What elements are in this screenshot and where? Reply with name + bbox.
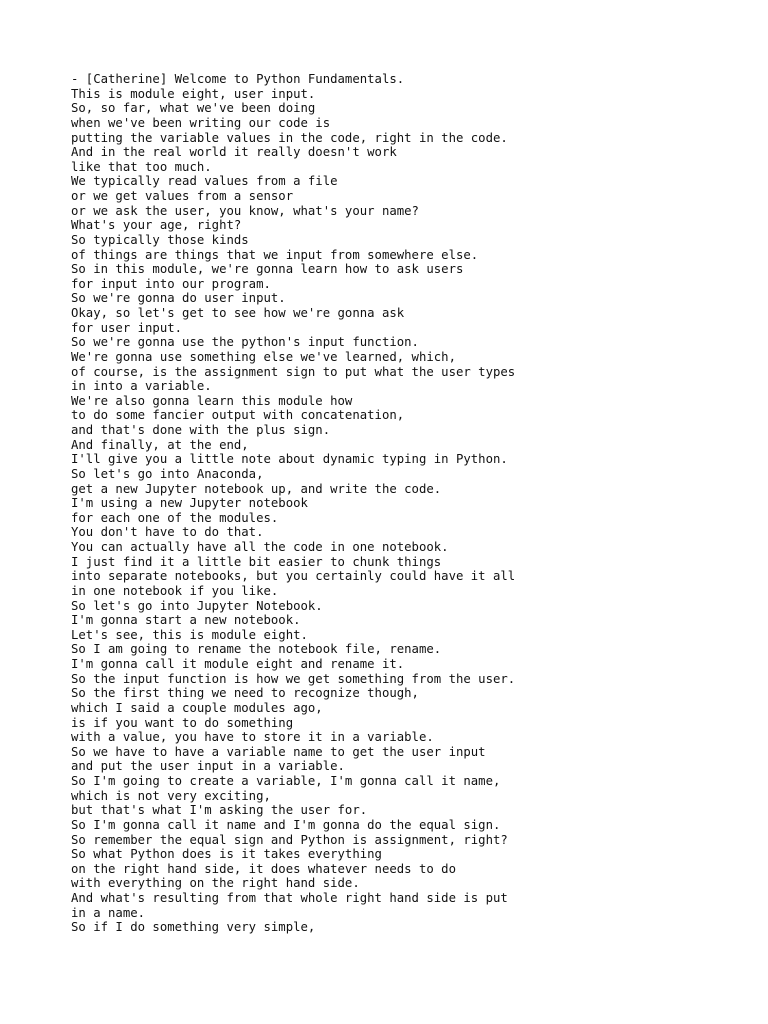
- transcript-line: So I am going to rename the notebook file, rename.: [71, 642, 442, 657]
- transcript-line: and put the user input in a variable.: [71, 759, 345, 774]
- transcript-line: for input into our program.: [71, 276, 271, 291]
- transcript-line: So if I do something very simple,: [71, 920, 316, 935]
- transcript-line: into separate notebooks, but you certainly could have it all: [71, 569, 516, 584]
- transcript-line: but that's what I'm asking the user for.: [71, 803, 368, 818]
- transcript-line: You can actually have all the code in one notebook.: [71, 540, 449, 554]
- transcript-line: for user input.: [71, 320, 183, 335]
- transcript-line: in a name.: [71, 905, 146, 920]
- transcript-line: I'm gonna start a new notebook.: [71, 613, 301, 628]
- transcript-line: which is not very exciting,: [71, 788, 271, 803]
- transcript-line: is if you want to do something: [71, 715, 294, 730]
- transcript-line: And what's resulting from that whole right hand side is put: [71, 891, 508, 905]
- transcript-line: So I'm gonna call it name and I'm gonna do the equal sign.: [71, 817, 501, 832]
- transcript-line: Let's see, this is module eight.: [71, 627, 308, 642]
- transcript-line: And finally, at the end,: [71, 437, 249, 452]
- transcript-line: in one notebook if you like.: [71, 583, 279, 598]
- transcript-line: So let's go into Anaconda,: [71, 466, 264, 481]
- transcript-line: This is module eight, user input.: [71, 86, 316, 101]
- transcript-line: of course, is the assignment sign to put what the user types: [71, 364, 516, 379]
- transcript-line: What's your age, right?: [71, 218, 242, 233]
- transcript-line: like that too much.: [71, 159, 212, 174]
- transcript-line: So I'm going to create a variable, I'm gonna call it name,: [71, 774, 501, 788]
- transcript-line: on the right hand side, it does whatever needs to do: [71, 861, 456, 876]
- transcript-line: get a new Jupyter notebook up, and write the code.: [71, 481, 442, 496]
- transcript-line: So typically those kinds: [71, 232, 249, 247]
- transcript-line: - [Catherine] Welcome to Python Fundamentals.: [71, 72, 405, 86]
- transcript-line: So, so far, what we've been doing: [71, 101, 316, 116]
- transcript-line: and that's done with the plus sign.: [71, 423, 331, 437]
- transcript-line: I'm using a new Jupyter notebook: [71, 496, 308, 511]
- transcript-line: which I said a couple modules ago,: [71, 700, 323, 715]
- transcript-line: So in this module, we're gonna learn how to ask users: [71, 262, 464, 277]
- transcript-line: We typically read values from a file: [71, 174, 338, 189]
- transcript-line: So we're gonna use the python's input function.: [71, 335, 419, 350]
- transcript-line: So the first thing we need to recognize though,: [71, 686, 419, 701]
- transcript-line: You don't have to do that.: [71, 525, 264, 540]
- transcript-line: to do some fancier output with concatenation,: [71, 408, 405, 423]
- transcript-line: Okay, so let's get to see how we're gonna ask: [71, 306, 405, 320]
- transcript-line: And in the real world it really doesn't work: [71, 145, 397, 160]
- transcript-line: So what Python does is it takes everything: [71, 847, 382, 862]
- transcript-line: I'm gonna call it module eight and rename it.: [71, 657, 405, 671]
- transcript-line: So let's go into Jupyter Notebook.: [71, 598, 323, 613]
- transcript-line: So we have to have a variable name to get the user input: [71, 744, 486, 759]
- transcript-line: with a value, you have to store it in a variable.: [71, 730, 434, 745]
- transcript-line: I just find it a little bit easier to chunk things: [71, 554, 442, 569]
- transcript-line: in into a variable.: [71, 379, 212, 394]
- transcript-line: when we've been writing our code is: [71, 115, 331, 130]
- transcript-line: I'll give you a little note about dynamic typing in Python.: [71, 452, 508, 467]
- transcript-line: or we ask the user, you know, what's your name?: [71, 203, 419, 218]
- transcript-line: So remember the equal sign and Python is assignment, right?: [71, 832, 508, 847]
- transcript-line: with everything on the right hand side.: [71, 876, 360, 891]
- transcript-line: for each one of the modules.: [71, 510, 279, 525]
- transcript-line: We're gonna use something else we've learned, which,: [71, 349, 456, 364]
- transcript-line: putting the variable values in the code, right in the code.: [71, 130, 508, 145]
- transcript-text: [71, 72, 768, 935]
- transcript-line: We're also gonna learn this module how: [71, 393, 353, 408]
- transcript-line: So the input function is how we get something from the user.: [71, 671, 516, 686]
- transcript-line: or we get values from a sensor: [71, 189, 294, 203]
- transcript-line: So we're gonna do user input.: [71, 291, 286, 306]
- transcript-line: of things are things that we input from somewhere else.: [71, 247, 479, 262]
